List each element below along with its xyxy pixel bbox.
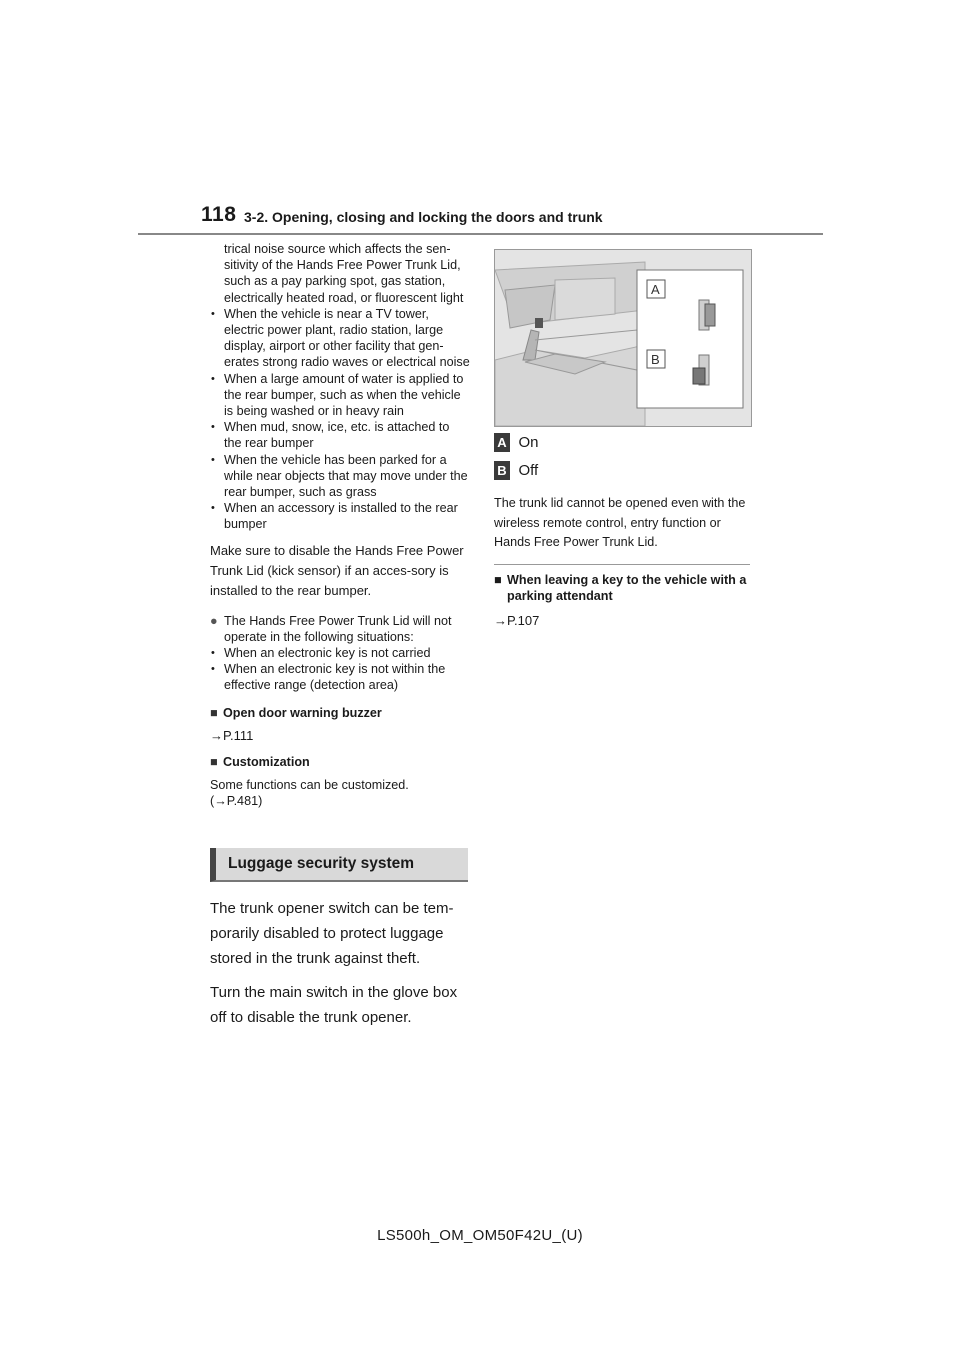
custom-heading-row [210,755,470,769]
list-item: • When the vehicle is near a TV tower, electric power plant, radio station, large display, airport or other facility that gen-erates strong radio waves or electrical noise [224,306,470,371]
interference-list [224,306,470,533]
header-divider [138,233,823,235]
section-heading: Luggage security system [228,855,415,872]
not-operate-list [224,645,470,694]
label-a-badge: A [494,433,510,452]
legend-item-b [494,461,750,489]
glove-box-switch-illustration [494,249,752,427]
lid-note: The trunk lid cannot be opened even with the wireless remote control, entry function or Hands Free Power Trunk Lid. [494,496,746,549]
valet-page-ref[interactable]: →P.107 [494,613,540,628]
not-operate-block [210,613,470,645]
list-item: • When an electronic key is not carried [224,645,470,661]
valet-heading-row [494,572,750,604]
list-item: • When an electronic key is not within the effective range (detection area) [224,661,470,693]
disable-note: Make sure to disable the Hands Free Power Trunk Lid (kick sensor) if an acces-sory is installed to the rear bumper. [210,542,464,598]
left-column [210,241,470,809]
callout-b: B [651,352,660,367]
custom-page-ref[interactable]: (→P.481) [210,793,263,808]
not-operate-heading: The Hands Free Power Trunk Lid will not operate in the following situations: [224,613,452,644]
square-bullet-icon: ■ [210,754,218,769]
label-b-badge: B [494,461,510,480]
buzzer-heading: Open door warning buzzer [223,705,382,720]
custom-heading: Customization [223,754,310,769]
section-heading-box [210,848,468,882]
list-item: • When an accessory is installed to the rear bumper [224,500,470,532]
page-number: 118 [201,203,237,226]
legend-text-on: On [518,434,539,451]
list-item: • When a large amount of water is applied to the rear bumper, such as when the vehicle is being washed or in heavy rain [224,371,470,420]
list-item: • When mud, snow, ice, etc. is attached to the rear bumper [224,419,470,451]
list-item: • When the vehicle has been parked for a while near objects that may move under the rear bumper, such as grass [224,452,470,501]
buzzer-heading-row [210,706,470,720]
circle-bullet-icon: ● [210,613,218,628]
body-paragraph: Turn the main switch in the glove box off to disable the trunk opener. [210,984,458,1026]
legend-item-a [494,433,750,459]
buzzer-page-ref[interactable]: →P.111 [210,727,254,743]
body-paragraph: The trunk opener switch can be tem-porarily disabled to protect luggage stored in the trunk against theft. [210,900,454,967]
legend-text-off: Off [518,462,539,479]
square-bullet-icon: ■ [210,705,218,720]
illustration-drawing [495,250,751,426]
custom-text: Some functions can be customized. [210,777,409,792]
right-divider [494,564,750,565]
section-title: 3-2. Opening, closing and locking the doors and trunk [244,209,603,225]
footer-model-code: LS500h_OM_OM50F42U_(U) [377,1227,583,1244]
square-bullet-icon: ■ [494,573,502,587]
continued-text: trical noise source which affects the sen-sitivity of the Hands Free Power Trunk Lid, such as a pay parking spot, gas station, electrically heated road, or fluorescent light [224,242,464,305]
valet-heading: When leaving a key to the vehicle with a parking attendant [507,573,747,603]
valet-block [494,572,750,628]
callout-a: A [651,282,660,297]
right-column [494,433,750,553]
section-body [210,896,470,1030]
